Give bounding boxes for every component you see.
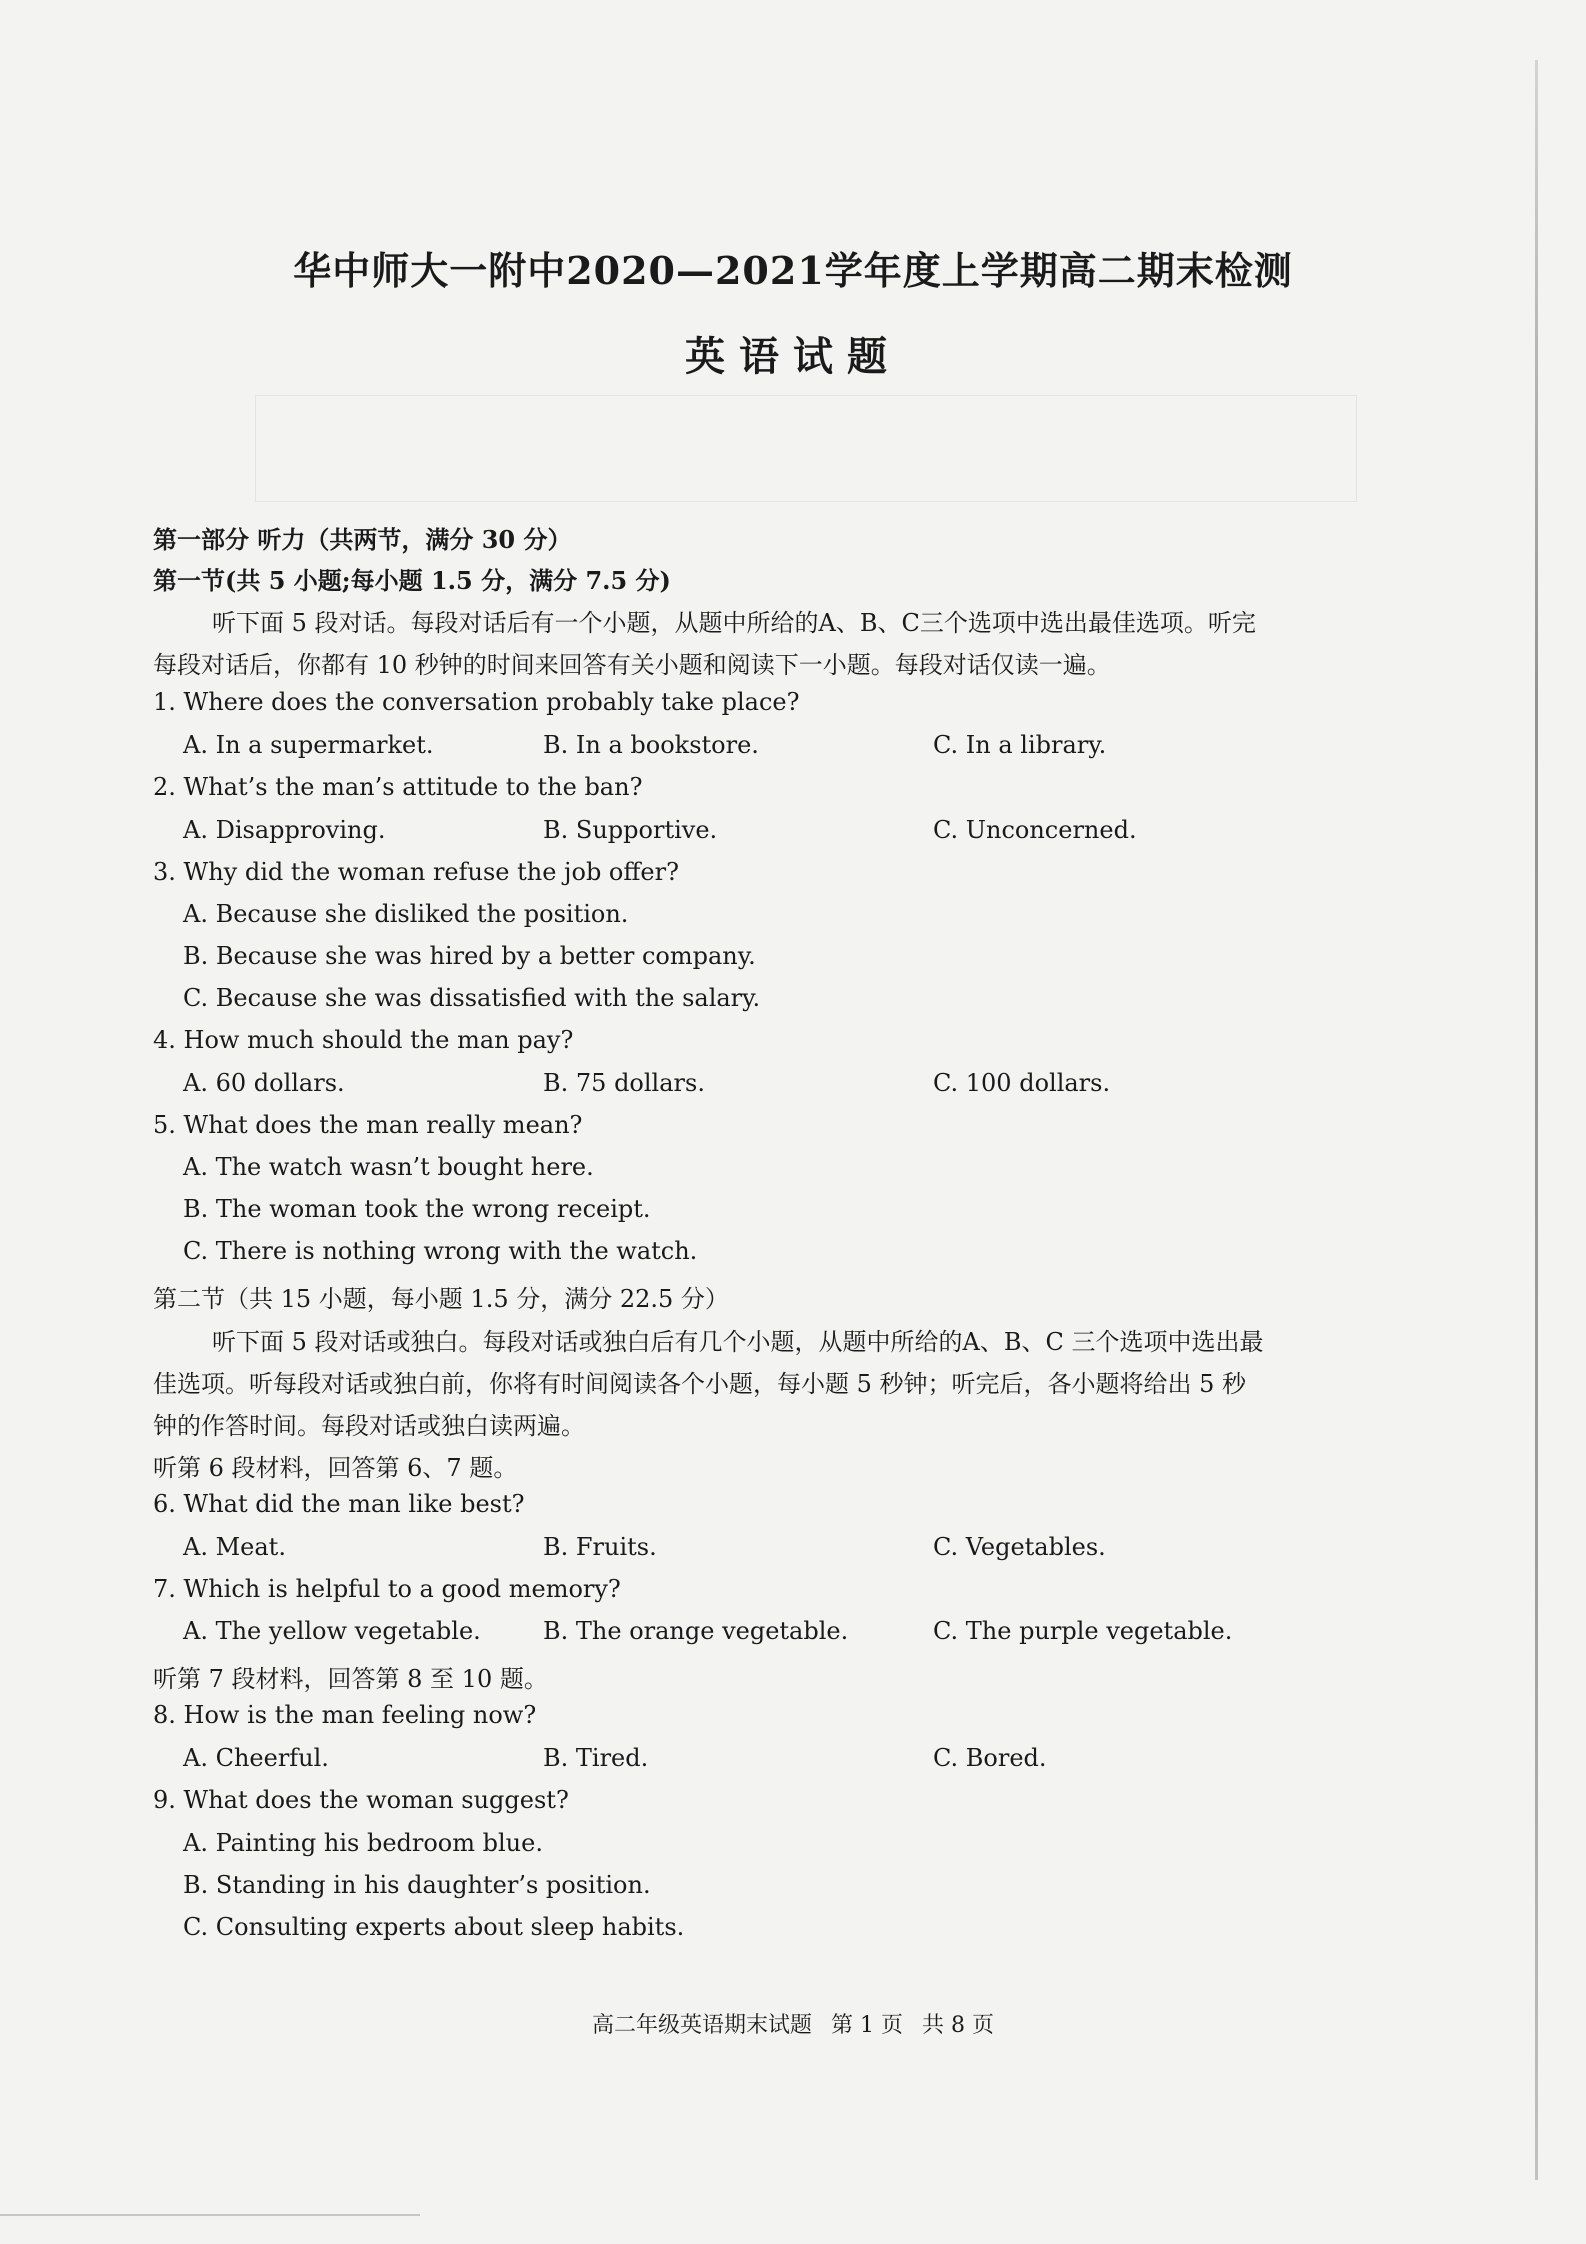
question-8-option-a: A. Cheerful.	[183, 1744, 329, 1772]
question-6-stem: 6. What did the man like best?	[153, 1490, 525, 1518]
section1-instruction-2: 每段对话后，你都有 10 秒钟的时间来回答有关小题和阅读下一小题。每段对话仅读一遍。	[153, 651, 1111, 679]
question-6-option-c: C. Vegetables.	[933, 1533, 1106, 1561]
question-7-option-b: B. The orange vegetable.	[543, 1617, 849, 1645]
question-5-stem: 5. What does the man really mean?	[153, 1111, 583, 1139]
part1-heading: 第一部分 听力（共两节，满分 30 分）	[153, 525, 572, 554]
question-8-stem: 8. How is the man feeling now?	[153, 1701, 537, 1729]
section1-heading: 第一节(共 5 小题;每小题 1.5 分，满分 7.5 分)	[153, 566, 671, 595]
question-3-option-a: A. Because she disliked the position.	[183, 900, 629, 928]
scan-artifact-box	[255, 395, 1357, 502]
question-2-option-b: B. Supportive.	[543, 816, 718, 844]
question-9-stem: 9. What does the woman suggest?	[153, 1786, 569, 1814]
question-4-option-a: A. 60 dollars.	[183, 1069, 345, 1097]
question-7-option-c: C. The purple vegetable.	[933, 1617, 1233, 1645]
question-6-option-b: B. Fruits.	[543, 1533, 657, 1561]
question-8-option-b: B. Tired.	[543, 1744, 649, 1772]
scan-edge-bottom	[0, 2214, 420, 2216]
section2-instruction-1: 听下面 5 段对话或独白。每段对话或独白后有几个小题，从题中所给的A、B、C 三个选项中选出最	[212, 1328, 1264, 1356]
question-3-option-c: C. Because she was dissatisfied with the salary.	[183, 984, 761, 1012]
question-7-stem: 7. Which is helpful to a good memory?	[153, 1575, 621, 1603]
question-5-option-a: A. The watch wasn’t bought here.	[183, 1153, 594, 1181]
question-5-option-b: B. The woman took the wrong receipt.	[183, 1195, 651, 1223]
question-1-option-a: A. In a supermarket.	[183, 731, 434, 759]
page-footer	[0, 2008, 1586, 2039]
footer-total-pages: 共 8 页	[922, 2013, 994, 2038]
section2-instruction-3: 钟的作答时间。每段对话或独白读两遍。	[153, 1412, 585, 1440]
exam-title: 华中师大一附中2020—2021学年度上学期高二期末检测	[293, 248, 1293, 293]
question-9-option-b: B. Standing in his daughter’s position.	[183, 1871, 651, 1899]
question-4-stem: 4. How much should the man pay?	[153, 1026, 574, 1054]
question-9-option-a: A. Painting his bedroom blue.	[183, 1829, 543, 1857]
section2-instruction-2: 佳选项。听每段对话或独白前，你将有时间阅读各个小题，每小题 5 秒钟；听完后，各小题将给出 5 秒	[153, 1370, 1247, 1398]
footer-page-number: 第 1 页	[831, 2013, 903, 2038]
question-1-stem: 1. Where does the conversation probably take place?	[153, 688, 800, 716]
question-2-stem: 2. What’s the man’s attitude to the ban?	[153, 773, 643, 801]
material-6-note: 听第 6 段材料，回答第 6、7 题。	[153, 1454, 518, 1482]
question-3-stem: 3. Why did the woman refuse the job offer?	[153, 858, 679, 886]
question-6-option-a: A. Meat.	[183, 1533, 286, 1561]
question-3-option-b: B. Because she was hired by a better company.	[183, 942, 756, 970]
question-4-option-b: B. 75 dollars.	[543, 1069, 705, 1097]
question-2-option-c: C. Unconcerned.	[933, 816, 1137, 844]
question-1-option-c: C. In a library.	[933, 731, 1107, 759]
question-9-option-c: C. Consulting experts about sleep habits.	[183, 1913, 685, 1941]
material-7-note: 听第 7 段材料，回答第 8 至 10 题。	[153, 1665, 548, 1693]
footer-exam-name: 高二年级英语期末试题	[592, 2013, 813, 2038]
question-1-option-b: B. In a bookstore.	[543, 731, 759, 759]
exam-subtitle: 英语试题	[685, 333, 901, 380]
question-4-option-c: C. 100 dollars.	[933, 1069, 1111, 1097]
section2-heading: 第二节（共 15 小题，每小题 1.5 分，满分 22.5 分）	[153, 1285, 729, 1313]
section1-instruction-1: 听下面 5 段对话。每段对话后有一个小题，从题中所给的A、B、C三个选项中选出最佳选项。听完	[212, 609, 1256, 637]
question-7-option-a: A. The yellow vegetable.	[183, 1617, 481, 1645]
question-5-option-c: C. There is nothing wrong with the watch.	[183, 1237, 698, 1265]
question-2-option-a: A. Disapproving.	[183, 816, 386, 844]
question-8-option-c: C. Bored.	[933, 1744, 1047, 1772]
